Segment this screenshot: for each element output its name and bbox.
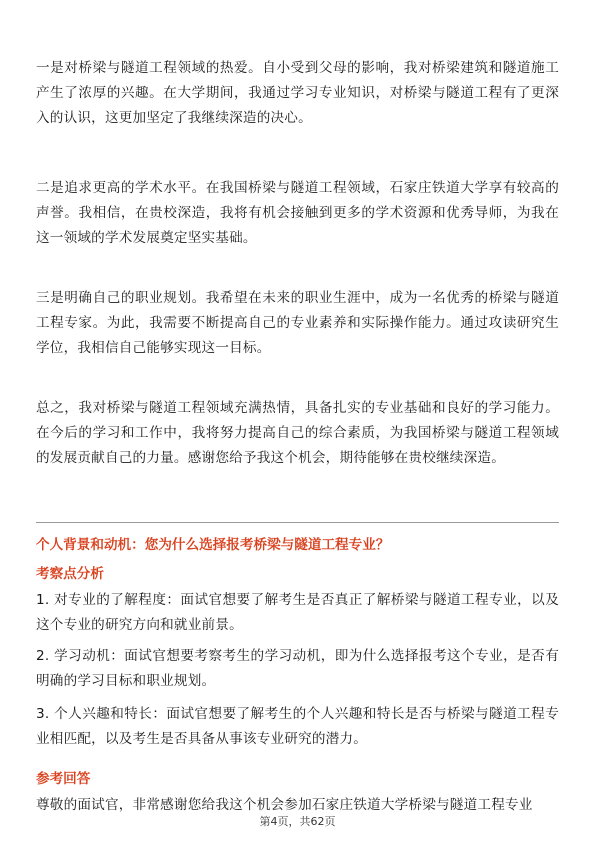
interview-question: 个人背景和动机：您为什么选择报考桥梁与隧道工程专业？ <box>36 537 390 553</box>
analysis-point: 3. 个人兴趣和特长：面试官想要了解考生的个人兴趣和特长是否与桥梁与隧道工程专业相匹配，以及考生是否具备从事该专业研究的潜力。 <box>36 706 559 747</box>
answer-heading: 参考回答 <box>36 771 91 787</box>
paragraph-reason-two: 二是追求更高的学术水平。在我国桥梁与隧道工程领域，石家庄铁道大学享有较高的声誉。我相信，在贵校深造，我将有机会接触到更多的学术资源和优秀导师，为我在这一领域的学术发展奠定坚实基础。 <box>36 180 559 246</box>
analysis-heading: 考察点分析 <box>36 566 104 582</box>
paragraph-reason-three: 三是明确自己的职业规划。我希望在未来的职业生涯中，成为一名优秀的桥梁与隧道工程专家。为此，我需要不断提高自己的专业素养和实际操作能力。通过攻读研究生学位，我相信自己能够实现这一目标。 <box>36 290 559 356</box>
paragraph-summary: 总之，我对桥梁与隧道工程领域充满热情，具备扎实的专业基础和良好的学习能力。在今后的学习和工作中，我将努力提高自己的综合素质，为我国桥梁与隧道工程领域的发展贡献自己的力量。感谢您给予我这个机会，期待能够在贵校继续深造。 <box>36 400 559 466</box>
paragraph-reason-one: 一是对桥梁与隧道工程领域的热爱。自小受到父母的影响，我对桥梁建筑和隧道施工产生了浓厚的兴趣。在大学期间，我通过学习专业知识，对桥梁与隧道工程有了更深入的认识，这更加坚定了我继续深造的决心。 <box>36 60 559 126</box>
answer-text: 尊敬的面试官，非常感谢您给我这个机会参加石家庄铁道大学桥梁与隧道工程专业 <box>36 797 533 813</box>
page-number-footer: 第4页，共62页 <box>259 815 336 828</box>
analysis-point: 2. 学习动机：面试官想要考察考生的学习动机，即为什么选择报考这个专业，是否有明确的学习目标和职业规划。 <box>36 648 559 689</box>
analysis-point: 1. 对专业的了解程度：面试官想要了解考生是否真正了解桥梁与隧道工程专业，以及这个专业的研究方向和就业前景。 <box>36 592 559 633</box>
section-divider <box>36 522 559 523</box>
